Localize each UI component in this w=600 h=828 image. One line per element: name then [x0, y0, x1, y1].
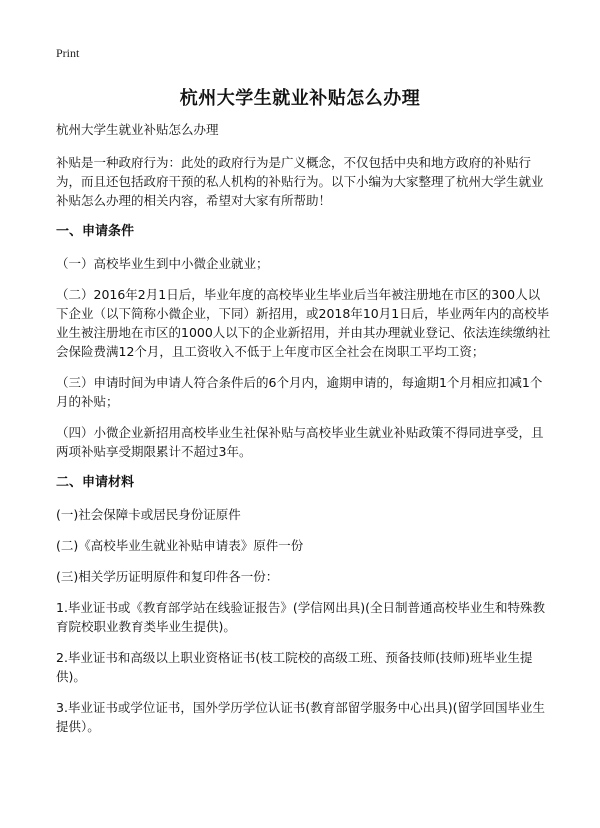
document-subtitle: 杭州大学生就业补贴怎么办理 [56, 122, 219, 137]
condition-item-3: （三）申请时间为申请人符合条件后的6个月内，逾期申请的，每逾期1个月相应扣减1个月的补贴； [56, 375, 543, 409]
print-label[interactable]: Print [56, 46, 80, 60]
material-item-1: (一)社会保障卡或居民身份证原件 [56, 507, 241, 522]
document-title: 杭州大学生就业补贴怎么办理 [179, 88, 421, 109]
condition-item-4: （四）小微企业新招用高校毕业生社保补贴与高校毕业生就业补贴政策不得同进享受，且两项补贴享受期限累计不超过3年。 [56, 425, 544, 459]
material-item-2: (二)《高校毕业生就业补贴申请表》原件一份 [56, 538, 304, 553]
condition-item-2: （二）2016年2月1日后，毕业年度的高校毕业生毕业后当年被注册地在市区的300人以下企业（以下简称小微企业，下同）新招用，或2018年10月1日后，毕业两年内的高校毕业生被注册地在市区的1000人以下的企业新招用，并由其办理就业登记、依法连续缴纳社会保险费满12个月，且工资收入不低于上年度市区全社会在岗职工平均工资； [56, 287, 551, 359]
intro-paragraph: 补贴是一种政府行为：此处的政府行为是广义概念，不仅包括中央和地方政府的补贴行为，而且还包括政府干预的私人机构的补贴行为。以下小编为大家整理了杭州大学生就业补贴怎么办理的相关内容，希望对大家有所帮助！ [56, 155, 544, 208]
material-item-4: 1.毕业证书或《教育部学站在线验证报告》(学信网出具)(全日制普通高校毕业生和特殊教育院校职业教育类毕业生提供)。 [56, 600, 546, 634]
condition-item-1: （一）高校毕业生到中小微企业就业； [56, 256, 269, 271]
material-item-3: (三)相关学历证明原件和复印件各一份： [56, 569, 279, 584]
material-item-5: 2.毕业证书和高级以上职业资格证书(枝工院校的高级工班、预备技师(技师)班毕业生提供)。 [56, 650, 533, 684]
section-heading-materials: 二、申请材料 [56, 475, 135, 490]
material-item-6: 3.毕业证书或学位证书，国外学历学位认证书(教育部留学服务中心出具)(留学回国毕业生提供）。 [56, 700, 546, 734]
section-heading-conditions: 一、申请条件 [56, 224, 135, 239]
document-body [56, 120, 552, 748]
